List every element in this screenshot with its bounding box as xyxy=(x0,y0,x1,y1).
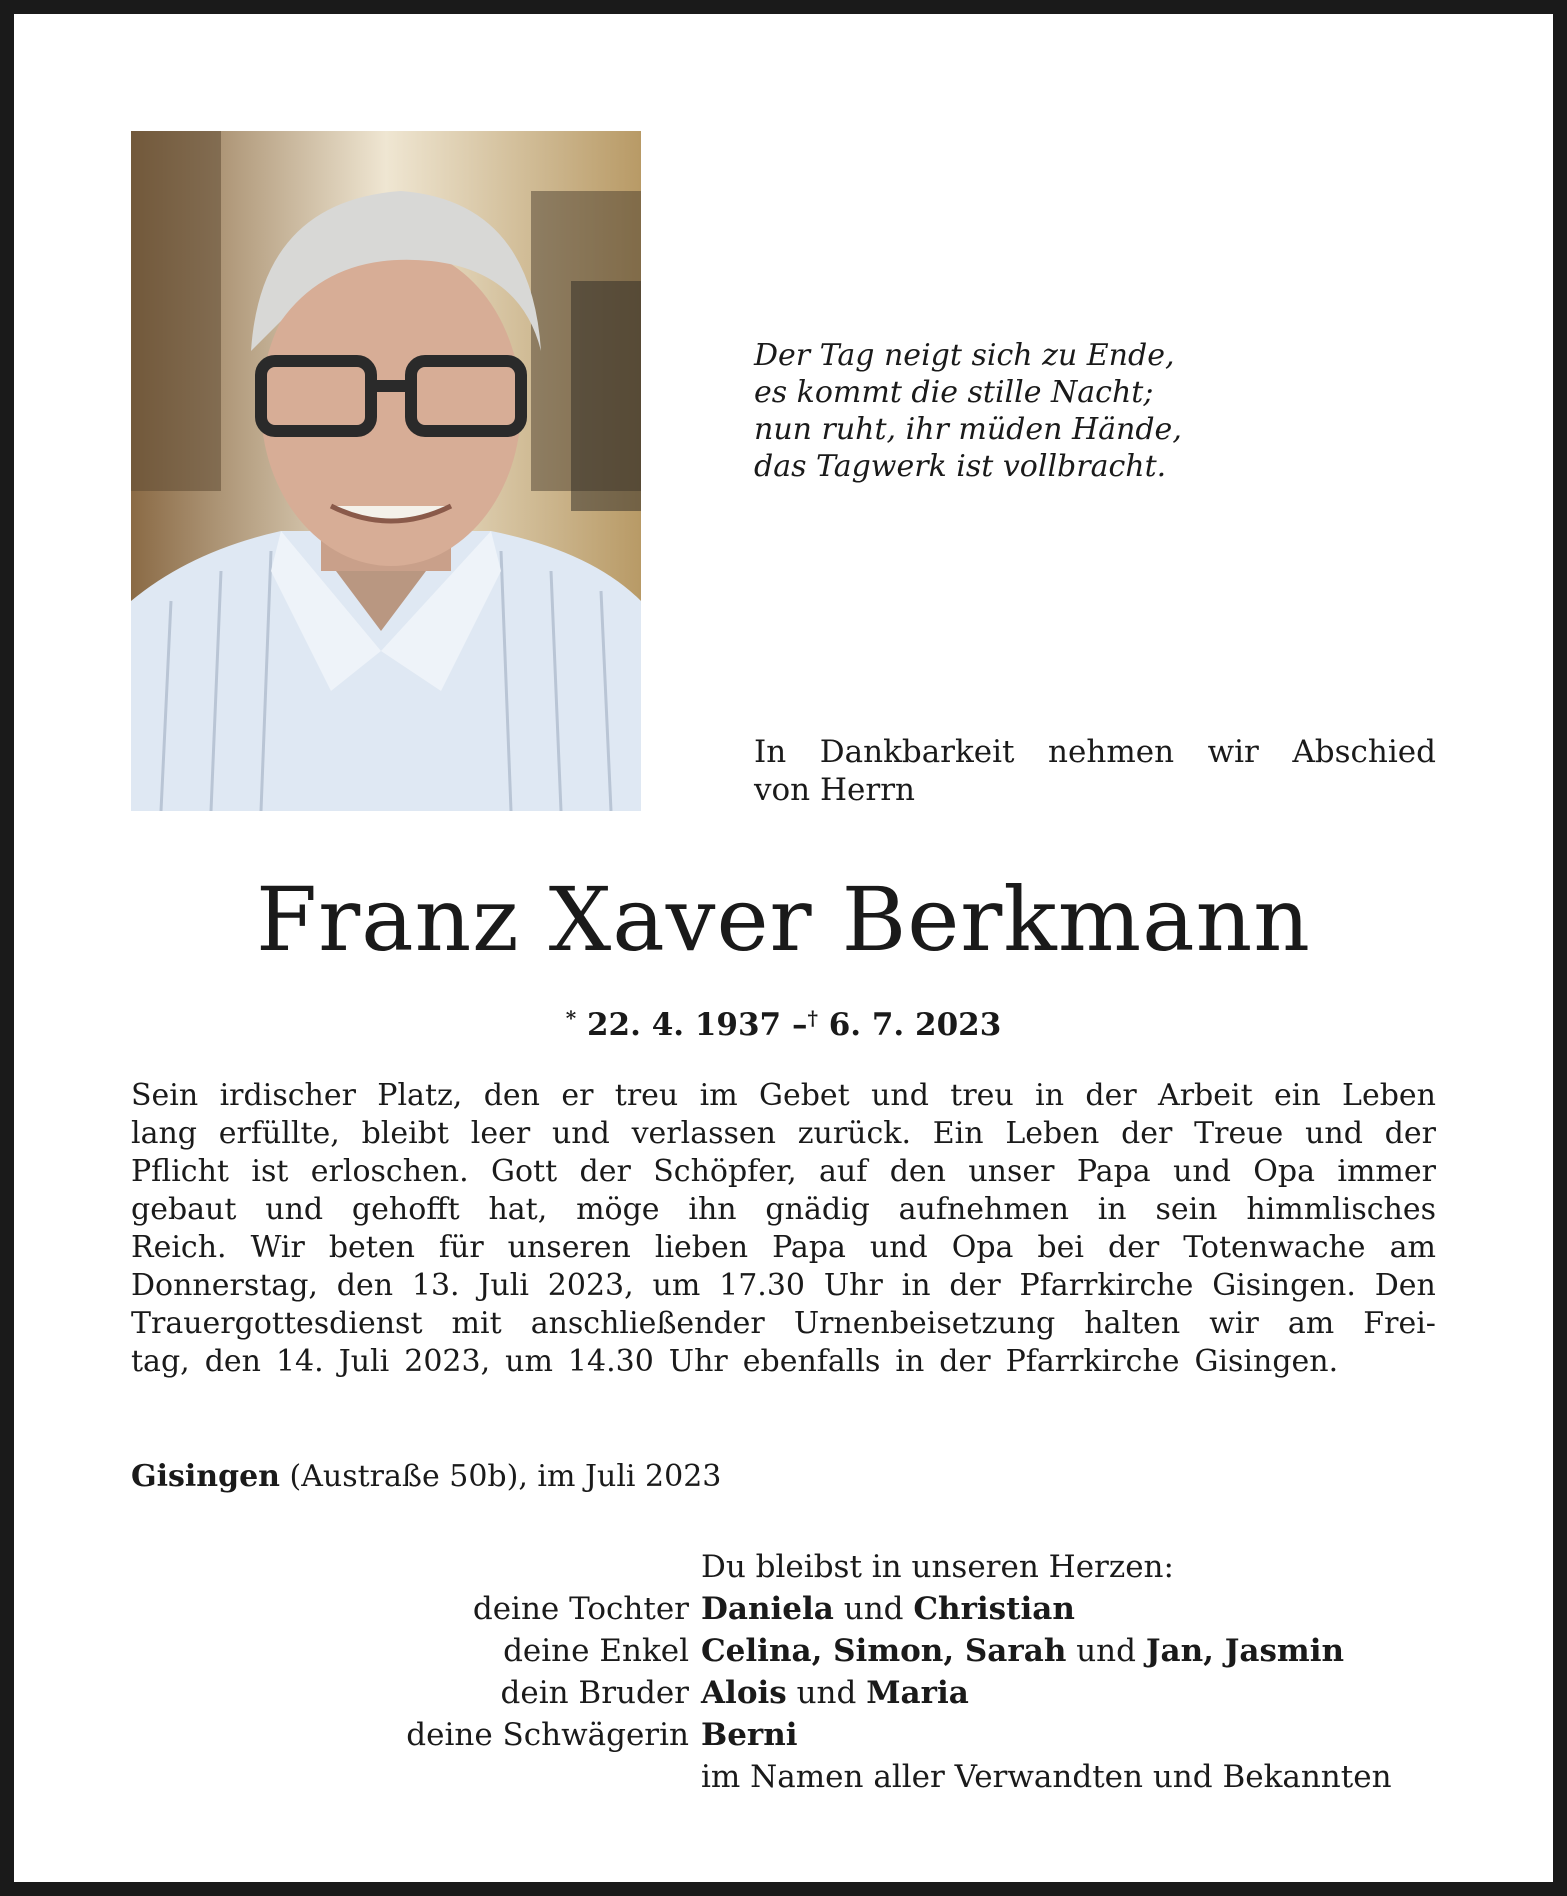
intro-word: Abschied xyxy=(1292,734,1436,770)
mourner-name: Celina, Simon, Sarah xyxy=(701,1633,1067,1669)
mourners-heading-row xyxy=(131,1546,1441,1588)
mourner-relation: dein Bruder xyxy=(500,1675,689,1711)
obituary-word: der xyxy=(1384,1116,1436,1151)
intro-word: wir xyxy=(1207,734,1259,770)
obituary-word: 14. xyxy=(275,1344,324,1379)
mourner-row xyxy=(131,1588,1441,1630)
obituary-word: mit xyxy=(451,1306,502,1341)
obituary-word: den xyxy=(336,1268,394,1303)
obituary-word: unseren xyxy=(507,1230,631,1265)
obituary-word: Papa xyxy=(772,1230,846,1265)
mourner-connector: und xyxy=(1066,1633,1146,1669)
obituary-word: sein xyxy=(1155,1192,1218,1227)
mourner-row xyxy=(131,1714,1441,1756)
obituary-word: Opa xyxy=(1253,1154,1315,1189)
mourner-names xyxy=(701,1714,798,1756)
obituary-word: unser xyxy=(968,1154,1055,1189)
death-symbol: † xyxy=(807,1006,818,1030)
intro-line-2: von Herrn xyxy=(754,772,915,808)
obituary-word: Juli xyxy=(478,1268,529,1303)
obituary-word: treu xyxy=(614,1078,679,1113)
obituary-word: Donnerstag, xyxy=(131,1268,318,1303)
obituary-word: Pfarrkirche xyxy=(1005,1344,1180,1379)
obituary-word: Platz, xyxy=(377,1078,463,1113)
mourner-row xyxy=(131,1630,1441,1672)
obituary-word: Reich. xyxy=(131,1230,227,1265)
obituary-word: beten xyxy=(328,1230,415,1265)
poem-line: es kommt die stille Nacht; xyxy=(754,375,1154,410)
obituary-line xyxy=(131,1305,1436,1343)
obituary-word: Wir xyxy=(250,1230,305,1265)
obituary-word: Gisingen. xyxy=(1212,1268,1356,1303)
obituary-word: lieben xyxy=(654,1230,749,1265)
obituary-word: für xyxy=(438,1230,484,1265)
mourner-relation: deine Enkel xyxy=(503,1633,689,1669)
mourners-closing-row xyxy=(131,1756,1441,1798)
obituary-word: Juli xyxy=(338,1344,390,1379)
obituary-word: in xyxy=(895,1344,925,1379)
obituary-word: gebaut xyxy=(131,1192,237,1227)
mourner-name: Maria xyxy=(866,1675,969,1711)
obituary-word: Leben xyxy=(1342,1078,1436,1113)
place-date-line xyxy=(131,1458,721,1496)
obituary-word: ihn xyxy=(688,1192,737,1227)
obituary-word: 2023, xyxy=(547,1268,634,1303)
obituary-word: den xyxy=(204,1344,261,1379)
mourner-list xyxy=(131,1588,1441,1756)
poem-line: das Tagwerk ist vollbracht. xyxy=(754,449,1167,484)
obituary-line xyxy=(131,1267,1436,1305)
obituary-word: verlassen xyxy=(631,1116,776,1151)
obituary-word: der xyxy=(579,1154,631,1189)
obituary-word: Ein xyxy=(932,1116,984,1151)
obituary-word: hat, xyxy=(488,1192,548,1227)
obituary-word: Schöpfer, xyxy=(653,1154,797,1189)
mourner-row xyxy=(131,1672,1441,1714)
birth-symbol: * xyxy=(565,1006,577,1030)
obituary-line xyxy=(131,1229,1436,1267)
obituary-word: Urnenbeisetzung xyxy=(793,1306,1056,1341)
obituary-word: leer xyxy=(470,1116,531,1151)
obituary-word: Gebet xyxy=(759,1078,850,1113)
obituary-word: bei xyxy=(1037,1230,1084,1265)
mourner-name: Berni xyxy=(701,1717,798,1753)
obituary-word: in xyxy=(901,1268,931,1303)
obituary-word: zurück. xyxy=(797,1116,912,1151)
obituary-word: den xyxy=(483,1078,540,1113)
obituary-word: der xyxy=(1121,1116,1173,1151)
obituary-word: wir xyxy=(1209,1306,1259,1341)
obituary-text xyxy=(131,1077,1436,1381)
memorial-poem xyxy=(754,337,1454,485)
obituary-line xyxy=(131,1343,1436,1381)
obituary-word: in xyxy=(1035,1078,1065,1113)
obituary-word: himmlisches xyxy=(1246,1192,1436,1227)
obituary-word: und xyxy=(871,1078,929,1113)
obituary-word: gnädig xyxy=(765,1192,870,1227)
obituary-word: Pflicht xyxy=(131,1154,229,1189)
obituary-word: erfüllte, xyxy=(218,1116,340,1151)
mourners-block xyxy=(131,1546,1441,1798)
obituary-word: 14.30 xyxy=(567,1344,654,1379)
obituary-line xyxy=(131,1115,1436,1153)
obituary-word: um xyxy=(505,1344,553,1379)
place-rest: (Austraße 50b), im Juli 2023 xyxy=(280,1459,722,1494)
obituary-word: lang xyxy=(131,1116,198,1151)
obituary-word: er xyxy=(561,1078,594,1113)
obituary-word: Opa xyxy=(951,1230,1014,1265)
obituary-word: Gott xyxy=(491,1154,558,1189)
obituary-word: Trauergottesdienst xyxy=(131,1306,423,1341)
obituary-word: in xyxy=(1097,1192,1127,1227)
obituary-word: immer xyxy=(1337,1154,1436,1189)
obituary-word: irdischer xyxy=(219,1078,356,1113)
obituary-word: tag, xyxy=(131,1344,190,1379)
obituary-line xyxy=(131,1153,1436,1191)
mourner-names xyxy=(701,1588,1075,1630)
mourner-name: Daniela xyxy=(701,1591,834,1627)
obituary-word: im xyxy=(699,1078,738,1113)
obituary-word: ist xyxy=(251,1154,289,1189)
obituary-word: der xyxy=(949,1268,1001,1303)
date-separator: – xyxy=(791,1007,808,1043)
mourners-heading: Du bleibst in unseren Herzen: xyxy=(701,1549,1174,1585)
obituary-word: Frei- xyxy=(1363,1306,1436,1341)
obituary-word: Treue xyxy=(1194,1116,1284,1151)
obituary-word: und xyxy=(1305,1116,1363,1151)
obituary-word: ein xyxy=(1274,1078,1321,1113)
mourner-relation: deine Schwägerin xyxy=(406,1717,689,1753)
obituary-word: den xyxy=(889,1154,946,1189)
mourner-name: Alois xyxy=(701,1675,787,1711)
obituary-word: der xyxy=(1085,1078,1137,1113)
obituary-word: am xyxy=(1287,1306,1335,1341)
intro-word: In xyxy=(754,734,787,770)
obituary-word: 13. xyxy=(411,1268,460,1303)
obituary-word: Sein xyxy=(131,1078,199,1113)
mourner-connector: und xyxy=(786,1675,867,1711)
intro-text xyxy=(754,733,1436,809)
obituary-word: der xyxy=(939,1344,991,1379)
obituary-word: aufnehmen xyxy=(898,1192,1069,1227)
portrait-photo xyxy=(131,131,641,811)
obituary-word: erloschen. xyxy=(310,1154,469,1189)
obituary-word: möge xyxy=(576,1192,660,1227)
obituary-word: Arbeit xyxy=(1158,1078,1253,1113)
obituary-word: und xyxy=(869,1230,928,1265)
obituary-word: Uhr xyxy=(668,1344,728,1379)
obituary-line xyxy=(131,1191,1436,1229)
mourner-names xyxy=(701,1630,1344,1672)
obituary-word: Pfarrkirche xyxy=(1019,1268,1194,1303)
life-dates xyxy=(0,998,1567,1045)
intro-word: nehmen xyxy=(1048,734,1175,770)
obituary-word: der xyxy=(1107,1230,1160,1265)
birth-date: 22. 4. 1937 xyxy=(586,1007,782,1043)
obituary-word: ebenfalls xyxy=(742,1344,881,1379)
obituary-word: um xyxy=(652,1268,701,1303)
mourner-connector: und xyxy=(833,1591,914,1627)
obituary-word: anschließender xyxy=(530,1306,765,1341)
mourner-names xyxy=(701,1672,969,1714)
obituary-word: Gisingen. xyxy=(1194,1344,1339,1379)
mourner-name: Jan, Jasmin xyxy=(1145,1633,1345,1669)
obituary-word: und xyxy=(551,1116,610,1151)
obituary-word: und xyxy=(1173,1154,1231,1189)
intro-word: Dankbarkeit xyxy=(819,734,1015,770)
obituary-word: 2023, xyxy=(404,1344,491,1379)
obituary-word: Leben xyxy=(1005,1116,1100,1151)
mourner-relation: deine Tochter xyxy=(472,1591,689,1627)
obituary-word: gehofft xyxy=(351,1192,460,1227)
place-town: Gisingen xyxy=(131,1459,280,1494)
obituary-word: Papa xyxy=(1076,1154,1151,1189)
mourner-name: Christian xyxy=(913,1591,1075,1627)
obituary-word: 17.30 xyxy=(719,1268,806,1303)
intro-line-1 xyxy=(754,733,1436,771)
obituary-line xyxy=(131,1077,1436,1115)
obituary-word: und xyxy=(265,1192,324,1227)
obituary-word: bleibt xyxy=(361,1116,449,1151)
poem-line: nun ruht, ihr müden Hände, xyxy=(754,412,1182,447)
obituary-word: auf xyxy=(819,1154,868,1189)
obituary-word: Den xyxy=(1374,1268,1436,1303)
poem-line: Der Tag neigt sich zu Ende, xyxy=(754,338,1175,373)
deceased-name: Franz Xaver Berkmann xyxy=(256,868,1311,971)
obituary-word: halten xyxy=(1084,1306,1181,1341)
obituary-word: Totenwache xyxy=(1183,1230,1366,1265)
obituary-word: treu xyxy=(950,1078,1014,1113)
obituary-word: am xyxy=(1389,1230,1436,1265)
mourners-closing: im Namen aller Verwandten und Bekannten xyxy=(701,1759,1392,1795)
obituary-word: Uhr xyxy=(823,1268,883,1303)
death-date: 6. 7. 2023 xyxy=(828,1007,1002,1043)
